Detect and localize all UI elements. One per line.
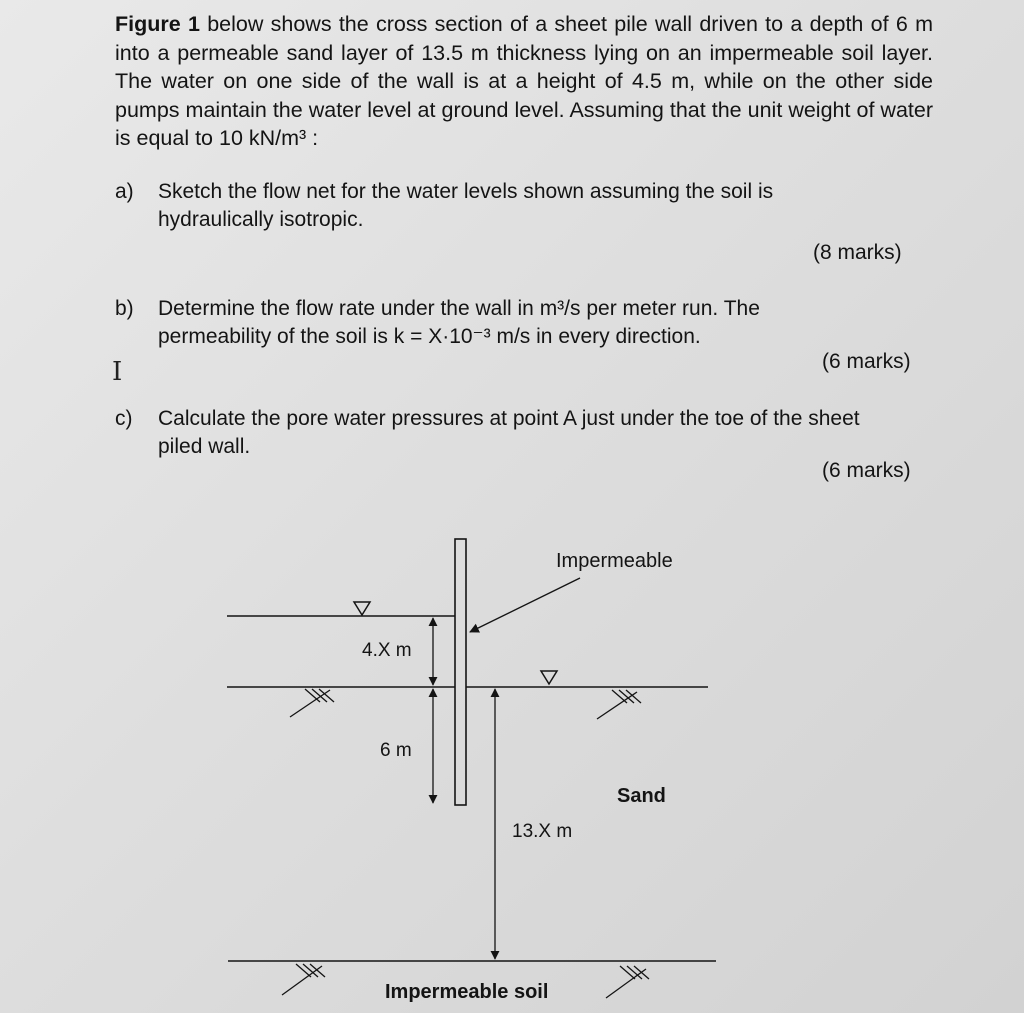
base-hatch-left-icon	[282, 964, 325, 995]
question-c-label: c)	[115, 407, 133, 430]
ground-hatch-left-icon	[290, 689, 334, 717]
impermeable-label: Impermeable	[556, 550, 673, 572]
question-c-marks: (6 marks)	[822, 459, 911, 482]
layer-thickness-label: 13.X m	[512, 821, 573, 842]
problem-text: below shows the cross section of a sheet pile wall driven to a depth of 6 m into a permeable sand layer of 13.5 m thickness lying on an impermeable soil layer. The water on one side of the wall is at a height of 4.5 m, while on the other side pumps maintain the water level at ground level. Assuming that the unit weight of water is equal to 10 kN/m³ :	[115, 12, 933, 150]
impermeable-soil-label: Impermeable soil	[385, 981, 549, 1003]
water-level-triangle-icon	[354, 602, 370, 615]
ground-hatch-right-icon	[597, 690, 641, 719]
text-cursor-icon: I	[112, 357, 123, 387]
question-a-label: a)	[115, 180, 134, 203]
downstream-water-triangle-icon	[541, 671, 557, 684]
question-b-label: b)	[115, 297, 134, 320]
water-height-label: 4.X m	[362, 640, 412, 661]
question-b-text: Determine the flow rate under the wall in m³/s per meter run. The permeability of the soil is k = X·10⁻³ m/s in every direction.	[158, 297, 760, 348]
sheet-pile-wall	[455, 539, 466, 805]
question-a-marks: (8 marks)	[813, 241, 902, 264]
base-hatch-right-icon	[606, 966, 649, 998]
question-a-text: Sketch the flow net for the water levels shown assuming the soil is hydraulically isotropic.	[158, 180, 774, 231]
pile-depth-label: 6 m	[380, 740, 412, 761]
impermeable-leader-arrow	[470, 578, 580, 632]
sand-label: Sand	[617, 785, 666, 807]
question-c-text: Calculate the pore water pressures at point A just under the toe of the sheet piled wall.	[158, 407, 860, 458]
figure-reference: Figure 1	[115, 12, 200, 36]
question-b-marks: (6 marks)	[822, 350, 911, 373]
